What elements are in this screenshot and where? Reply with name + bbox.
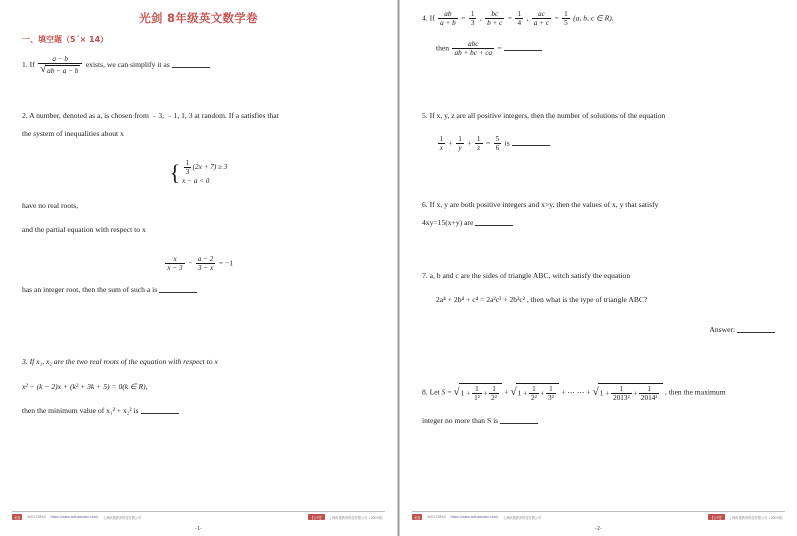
page-number-right: -2- bbox=[595, 526, 602, 532]
footer-left-group-right bbox=[412, 514, 541, 520]
footer-right-text-2: 上海欧捷教育科技有限公司（2002版） bbox=[729, 515, 785, 520]
q8-t2-f2-num: 1 bbox=[546, 385, 556, 394]
q4-frac-5 bbox=[532, 10, 551, 27]
footer-company-note-right: 上海欧捷教育科技有限公司 bbox=[503, 515, 542, 520]
q8-t3-f1-den: 2013² bbox=[613, 393, 630, 402]
q4-frac-3 bbox=[485, 10, 504, 27]
q5-equation bbox=[422, 135, 775, 152]
q8-t3-f1 bbox=[611, 385, 632, 402]
q8-t2-f1-num: 1 bbox=[529, 385, 539, 394]
q4-eq-3: = bbox=[554, 13, 559, 23]
q7-line-1: 7. a, b and c are the sides of triangle ABC, witch satisfy the equation bbox=[422, 270, 631, 280]
q4-f1-den: a + b bbox=[440, 19, 456, 28]
q7-answer-label: Answer: bbox=[709, 325, 736, 335]
q2-eq-right-fraction bbox=[196, 255, 216, 272]
footer-divider bbox=[12, 511, 385, 512]
q4-f4-num: 1 bbox=[517, 10, 522, 18]
q2-eq-right-num: a − 2 bbox=[197, 254, 214, 263]
q2-line-5-text: has an integer root, then the sum of such a is bbox=[22, 284, 158, 294]
q5-answer-blank[interactable] bbox=[512, 137, 550, 146]
question-3 bbox=[22, 356, 375, 416]
q1-den-radicand: ab − a − b bbox=[47, 66, 79, 75]
q5-tail: is bbox=[504, 137, 510, 147]
q5-plus-2: + bbox=[467, 137, 472, 147]
footer-right-badge-2: 【公司】 bbox=[710, 515, 724, 520]
q4-frac-7 bbox=[452, 40, 494, 57]
page-footer-left bbox=[0, 511, 397, 520]
q8-lead: 8. Let bbox=[422, 387, 440, 397]
q5-frac-3 bbox=[475, 135, 483, 152]
q8-plus-2: + ⋯ ⋯ + bbox=[561, 387, 591, 397]
q8-t2-f1-den: 2² bbox=[531, 393, 537, 402]
q4-line-1 bbox=[422, 10, 775, 27]
q5-eq: = bbox=[485, 137, 491, 147]
q5-line-1: 5. If x, y, z are all positive integers, then the number of solutions of the equation bbox=[422, 111, 666, 121]
q3-line-3-text: then the minimum value of x₁² + x₂² is bbox=[22, 405, 139, 415]
q4-line2-lead: then bbox=[436, 43, 450, 53]
q4-f4-den: 4 bbox=[517, 19, 522, 28]
q3-line-1: 3. If x₁, x₂ are the two real roots of the equation with respect to x bbox=[22, 357, 218, 367]
q2-system bbox=[22, 159, 375, 188]
q4-f6-num: 1 bbox=[564, 10, 568, 18]
q5-f1-den: x bbox=[439, 143, 443, 152]
q4-f2-num: 1 bbox=[470, 10, 475, 18]
q4-comma-1: , bbox=[479, 13, 482, 23]
q5-frac-1 bbox=[438, 135, 446, 152]
q4-f6-den: 5 bbox=[564, 19, 568, 28]
footer-phone: 400179849 bbox=[27, 515, 46, 519]
q8-term-3 bbox=[598, 383, 663, 402]
q2-sys-line-2: x − a < 0 bbox=[182, 176, 210, 185]
q7-line-2: 2a⁴ + 2b⁴ + c⁴ = 2a²c² + 2b²c² , then what is the type of triangle ABC? bbox=[436, 294, 648, 304]
q4-tail: (a, b, c ∈ R). bbox=[573, 13, 614, 23]
q8-s-symbol: S bbox=[441, 387, 446, 397]
q6-line-1: 6. If x, y are both positive integers and x>y, then the values of x, y that satisfy bbox=[422, 199, 659, 209]
sqrt-icon-2: √ bbox=[510, 385, 517, 398]
q4-f5-den: a + c bbox=[533, 19, 550, 28]
q8-t3-pre: 1 + bbox=[599, 388, 610, 398]
q8-t2-f1 bbox=[529, 385, 539, 402]
q8-t3-f2 bbox=[639, 385, 660, 402]
q2-sys-line-1: (2x + 7) ≥ 3 bbox=[192, 163, 228, 172]
q1-answer-blank[interactable] bbox=[172, 59, 210, 68]
question-6 bbox=[422, 199, 775, 229]
question-1 bbox=[22, 55, 375, 75]
page-right bbox=[399, 0, 797, 536]
q8-t1-f1 bbox=[472, 385, 482, 402]
footer-url[interactable]: https://www.tokuozuoan.com/ bbox=[50, 515, 99, 519]
q2-line-4: and the partial equation with respect to x bbox=[22, 225, 146, 235]
q2-sys-frac-den: 3 bbox=[185, 167, 190, 176]
q8-t1-f1-num: 1 bbox=[472, 385, 482, 394]
q2-equation bbox=[22, 255, 375, 272]
q4-f3-num: bc bbox=[485, 10, 504, 19]
q7-answer-row bbox=[422, 324, 775, 335]
q8-t1-f2 bbox=[489, 385, 499, 402]
q2-line-5 bbox=[22, 284, 375, 295]
q4-f7-num: abc bbox=[452, 40, 494, 49]
q8-eq: = bbox=[447, 387, 452, 397]
q8-line-2-text: integer no more than S is bbox=[422, 415, 499, 425]
q4-eq-1: = bbox=[461, 13, 466, 23]
page-footer-right bbox=[400, 511, 797, 520]
sqrt-icon-3: √ bbox=[592, 385, 599, 398]
page-left bbox=[0, 0, 398, 536]
q8-t1-plus: + bbox=[483, 388, 488, 398]
q3-answer-blank[interactable] bbox=[141, 405, 179, 414]
q4-answer-blank[interactable] bbox=[504, 42, 542, 51]
q2-eq-tail: = −1 bbox=[218, 257, 234, 267]
q2-sys-frac-num: 1 bbox=[185, 158, 190, 167]
footer-badge-right: 光剑 bbox=[414, 515, 421, 520]
q8-t3-f2-den: 2014² bbox=[640, 393, 658, 402]
q6-line-2-text: 4xy=15(x+y) are bbox=[422, 218, 474, 228]
q5-f2-num: 1 bbox=[458, 134, 462, 143]
q5-f3-num: 1 bbox=[476, 134, 481, 143]
q8-t1-pre: 1 + bbox=[460, 388, 471, 398]
q8-t1-f2-num: 1 bbox=[489, 385, 499, 394]
sqrt-icon-1: √ bbox=[453, 385, 460, 398]
q4-f2-den: 3 bbox=[470, 19, 475, 28]
q8-t2-plus: + bbox=[540, 388, 545, 398]
q8-term-1 bbox=[459, 383, 503, 402]
q4-line2-eq: = bbox=[497, 43, 502, 53]
sqrt-icon: √ bbox=[40, 63, 47, 76]
q4-line-2 bbox=[422, 40, 775, 57]
q2-eq-left-fraction bbox=[165, 255, 184, 272]
q2-eq-minus: − bbox=[188, 257, 193, 267]
q4-f7-den: ab + bc + ca bbox=[454, 49, 493, 58]
q1-tail: exists, we can simplify it as bbox=[85, 59, 170, 69]
q2-line-2: the system of inequalities about x bbox=[22, 129, 124, 139]
q4-comma-2: , bbox=[526, 13, 529, 23]
q8-t1-f2-den: 2² bbox=[491, 393, 497, 402]
q5-f2-den: y bbox=[458, 143, 462, 152]
q2-sys-fraction bbox=[184, 159, 192, 176]
q5-plus-1: + bbox=[448, 137, 453, 147]
question-5 bbox=[422, 110, 775, 152]
q6-line-2 bbox=[422, 217, 775, 228]
footer-right-text: 上海欧捷教育科技有限公司（2002版） bbox=[329, 515, 385, 520]
q8-term-2 bbox=[516, 383, 560, 402]
q2-line-3: have no real roots, bbox=[22, 200, 79, 210]
q4-frac-2 bbox=[469, 10, 477, 27]
q1-lead: 1. If bbox=[22, 59, 35, 69]
q5-f4-num: 5 bbox=[495, 134, 500, 143]
q4-lead: 4. If bbox=[422, 13, 435, 23]
q4-frac-4 bbox=[515, 10, 523, 27]
q8-line-2 bbox=[422, 415, 775, 426]
q1-denominator bbox=[38, 64, 82, 75]
q8-t1-f1-den: 1² bbox=[474, 393, 480, 402]
q7-answer-blank[interactable] bbox=[737, 324, 775, 333]
q3-line-2: x² − (k − 2)x + (k² + 3k + 5) = 0(k ∈ R), bbox=[22, 381, 148, 391]
q8-plus-1: + bbox=[504, 387, 509, 397]
q5-f4-den: 6 bbox=[495, 143, 500, 152]
question-7 bbox=[422, 270, 775, 336]
q8-line-1 bbox=[422, 383, 775, 402]
q4-f5-num: ac bbox=[532, 10, 551, 19]
q8-answer-blank[interactable] bbox=[500, 415, 538, 424]
footer-right-group-right bbox=[708, 514, 785, 520]
q6-answer-blank[interactable] bbox=[475, 217, 513, 226]
q8-t2-pre: 1 + bbox=[517, 388, 528, 398]
q5-f3-den: z bbox=[477, 143, 481, 152]
q4-frac-1 bbox=[438, 10, 458, 27]
q2-eq-right-den: 3 − x bbox=[197, 263, 214, 272]
page-number-left: -1- bbox=[195, 526, 202, 532]
question-4 bbox=[422, 10, 775, 57]
footer-left-group bbox=[12, 514, 141, 520]
q2-system-body bbox=[182, 159, 227, 188]
q5-frac-2 bbox=[456, 135, 464, 152]
q4-f3-den: b + c bbox=[487, 19, 503, 28]
footer-company-note: 上海欧捷教育科技有限公司 bbox=[103, 515, 142, 520]
q1-numerator: a − b bbox=[38, 55, 82, 64]
q8-t3-plus: + bbox=[633, 388, 638, 398]
page-title: 光剑 8年级英文数学卷 bbox=[139, 11, 258, 25]
q4-f1-num: ab bbox=[438, 10, 458, 19]
q8-t3-f2-num: 1 bbox=[639, 385, 660, 394]
question-2 bbox=[22, 110, 375, 295]
q8-tail: , then the maximum bbox=[664, 387, 726, 397]
footer-right-badge: 【公司】 bbox=[310, 515, 324, 520]
q2-eq-left-num: x bbox=[165, 255, 184, 264]
q2-line-1: 2. A number, denoted as a, is chosen from ﹣3, ﹣1, 1, 3 at random. If a satisfies that bbox=[22, 111, 279, 121]
q1-fraction bbox=[38, 55, 82, 75]
q2-answer-blank[interactable] bbox=[159, 284, 197, 293]
footer-url-right[interactable]: https://www.tokuozuoan.com/ bbox=[450, 515, 499, 519]
question-8 bbox=[422, 383, 775, 427]
footer-badge: 光剑 bbox=[14, 515, 21, 520]
q8-t2-f2-den: 3² bbox=[548, 393, 554, 402]
q5-f1-num: 1 bbox=[439, 134, 444, 143]
q4-eq-2: = bbox=[507, 13, 513, 23]
footer-row bbox=[12, 514, 385, 520]
section-heading: 一、填空题（5ˊ× 14） bbox=[22, 35, 109, 44]
footer-right-group bbox=[308, 514, 385, 520]
q3-line-3 bbox=[22, 405, 375, 416]
brace-icon: { bbox=[169, 160, 181, 186]
q2-eq-left-den: x − 3 bbox=[167, 263, 183, 272]
q8-t3-f1-num: 1 bbox=[611, 385, 632, 394]
footer-row-right bbox=[412, 514, 785, 520]
q4-frac-6 bbox=[562, 10, 570, 27]
footer-phone-right: 400179849 bbox=[427, 515, 446, 519]
q8-t2-f2 bbox=[546, 385, 556, 402]
footer-divider-right bbox=[412, 511, 785, 512]
q5-frac-4 bbox=[494, 135, 502, 152]
